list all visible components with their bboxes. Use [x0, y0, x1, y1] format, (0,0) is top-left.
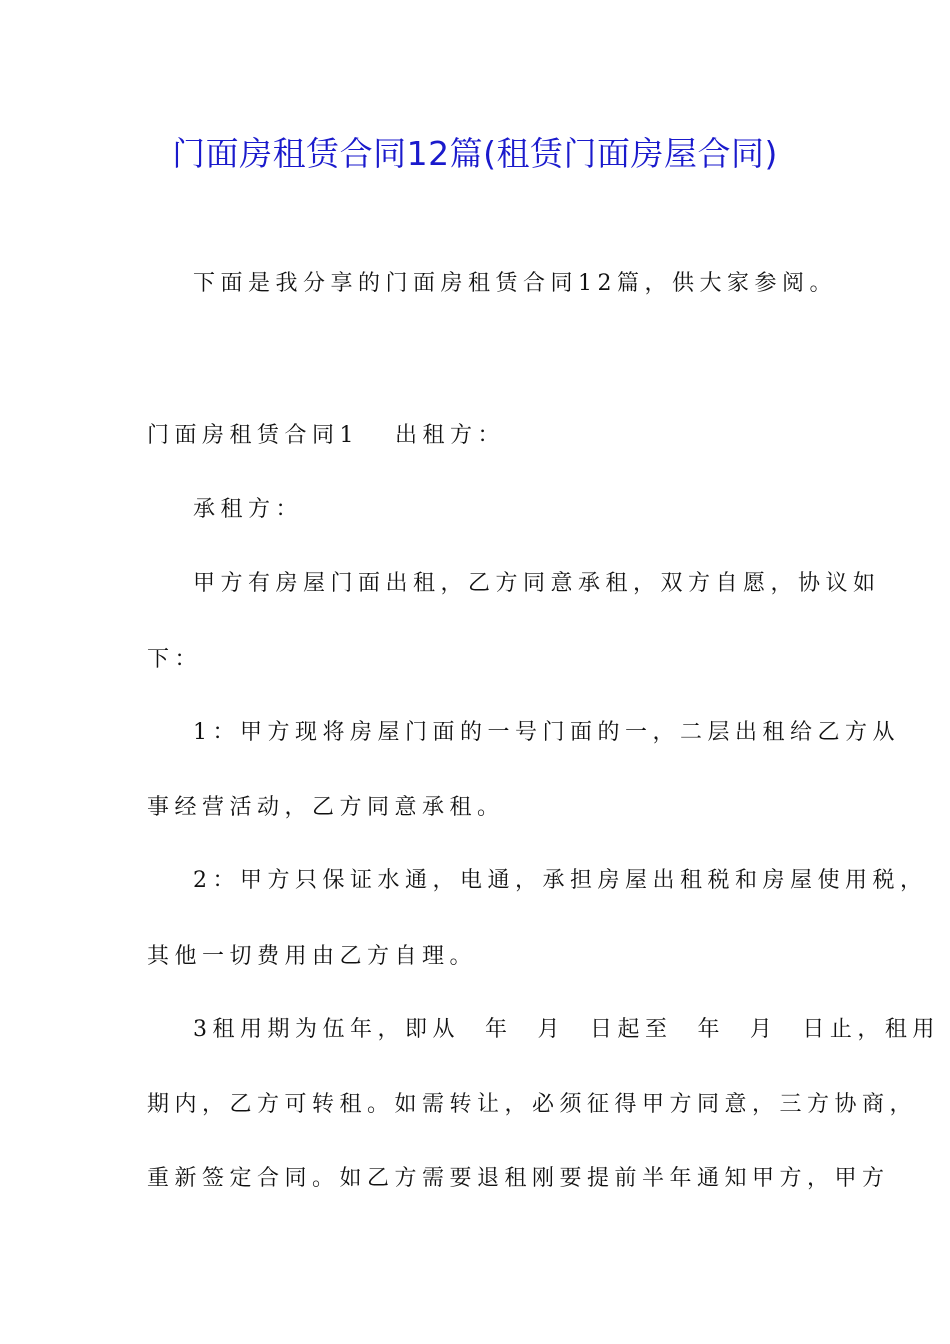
- contract-heading: 门面房租赁合同1: [147, 423, 359, 448]
- paragraph-line: 下：: [147, 647, 203, 672]
- paragraph-line: 2：甲方只保证水通，电通，承担房屋出租税和房屋使用税，: [193, 868, 928, 893]
- paragraph-line: 其他一切费用由乙方自理。: [147, 944, 478, 969]
- paragraph-line: 期内，乙方可转租。如需转让，必须征得甲方同意，三方协商，: [147, 1092, 918, 1117]
- paragraph-line: 事经营活动，乙方同意承租。: [147, 795, 505, 820]
- document-title: 门面房租赁合同12篇(租赁门面房屋合同): [172, 134, 778, 173]
- lessor-label: 出租方：: [395, 423, 506, 448]
- paragraph-line: 甲方有房屋门面出租，乙方同意承租，双方自愿，协议如: [193, 571, 881, 596]
- paragraph-line: 重新签定合同。如乙方需要退租刚要提前半年通知甲方，甲方: [147, 1166, 890, 1191]
- intro-paragraph: 下面是我分享的门面房租赁合同12篇，供大家参阅。: [193, 271, 837, 296]
- paragraph-line: 3租用期为伍年，即从 年 月 日起至 年 月 日止，租用: [193, 1017, 940, 1042]
- paragraph-line: 1：甲方现将房屋门面的一号门面的一，二层出租给乙方从: [193, 720, 900, 745]
- lessee-label: 承租方：: [193, 497, 304, 522]
- contract-heading-line: [147, 421, 505, 451]
